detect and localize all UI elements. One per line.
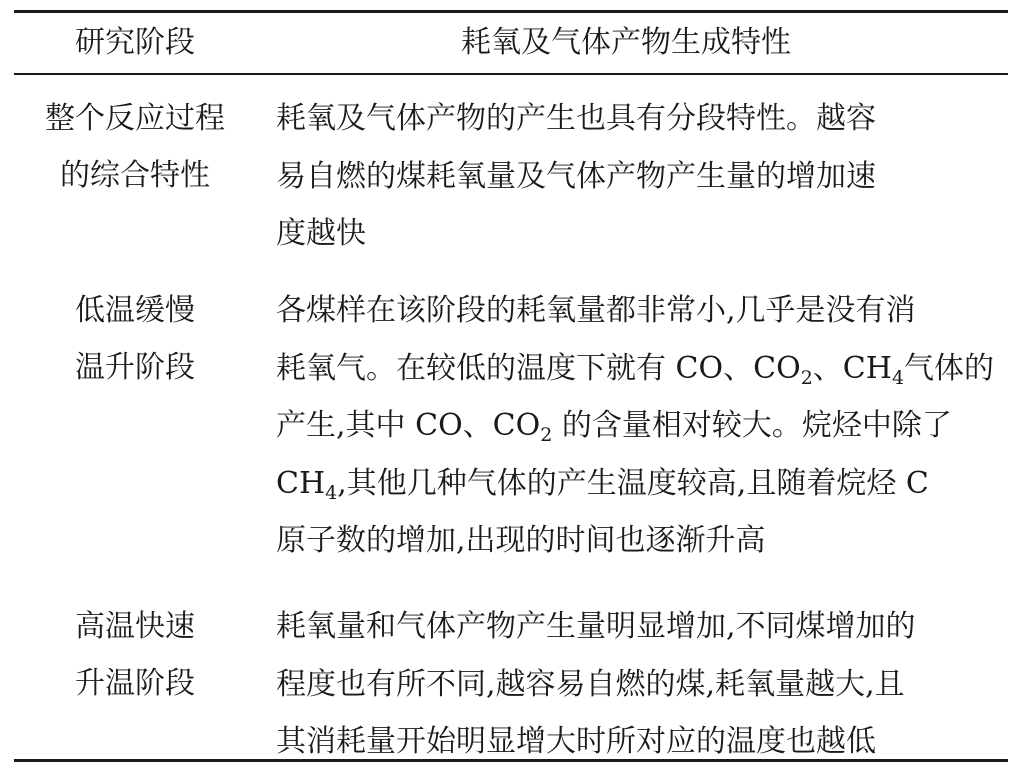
row2-stage-cell [14,282,256,396]
row1-stage-cell [14,90,256,204]
row1-stage-line1: 整个反应过程 [45,101,225,136]
row2-desc-line3: 产生,其中 CO、$CO_2$ 的含量相对较大。烷烃中除了 [276,408,952,446]
row1-desc-line2: 易自燃的煤耗氧量及气体产物产生量的增加速 [276,158,876,194]
row3-desc-line1: 耗氧量和气体产物产生量明显增加,不同煤增加的 [276,609,916,644]
row3-stage-line1: 高温快速 [75,609,195,644]
row2-stage-line1: 低温缓慢 [75,293,195,328]
header-characteristics: 耗氧及气体产物生成特性 [461,25,791,60]
row2-desc-line5: 原子数的增加,出现的时间也逐渐升高 [276,523,766,558]
row1-desc-cell [276,90,982,263]
row3-stage-line2: 升温阶段 [75,666,195,701]
row2-desc-line2: 耗氧气。在较低的温度下就有 CO、$CO_2$、$CH_4$气体的 [276,350,995,389]
row2-desc-line1: 各煤样在该阶段的耗氧量都非常小,几乎是没有消 [276,293,916,328]
row3-stage-cell [14,598,256,712]
row3-desc-line2: 程度也有所不同,越容易自燃的煤,耗氧量越大,且 [276,666,905,702]
row2-desc-cell [276,282,995,570]
row1-stage-line2: 的综合特性 [60,158,210,193]
header-stage: 研究阶段 [75,25,195,60]
row1-desc-line1: 耗氧及气体产物的产生也具有分段特性。越容 [276,101,876,136]
comparison-table [14,10,1008,762]
header-rule [14,73,1008,75]
row3-desc-line3: 其消耗量开始明显增大时所对应的温度也越低 [276,724,876,759]
row2-desc-line4: $CH_4$,其他几种气体的产生温度较高,且随着烷烃 C [276,465,929,504]
row1-desc-line3: 度越快 [276,216,366,251]
row2-stage-line2: 温升阶段 [75,350,195,385]
row3-desc-cell [276,598,982,771]
